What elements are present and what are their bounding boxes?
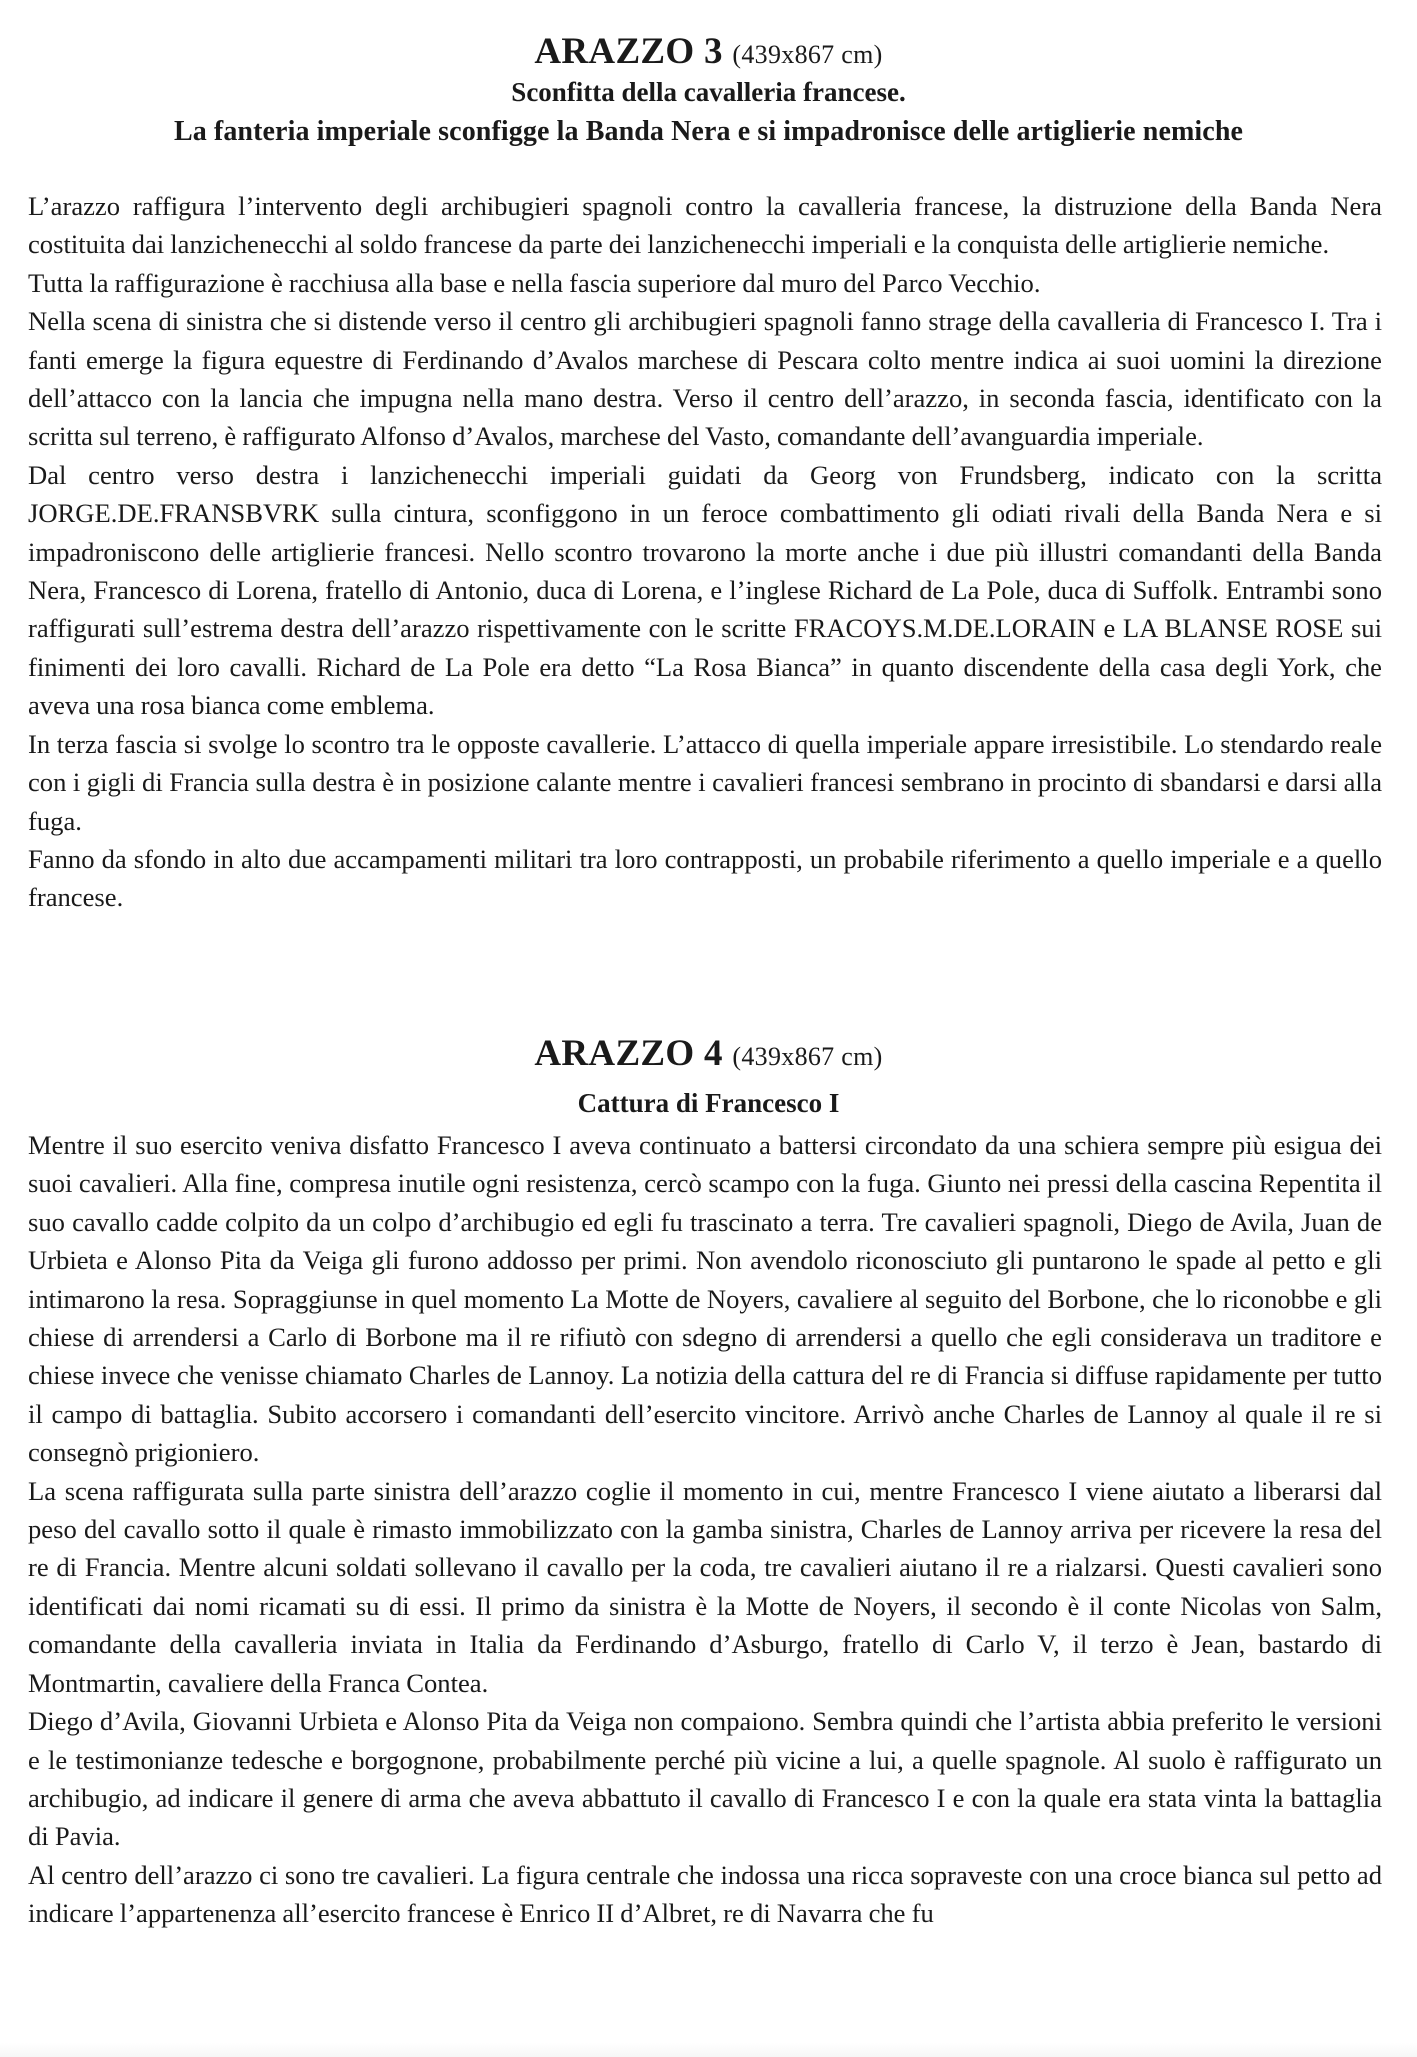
arazzo-4-subtitle: Cattura di Francesco I [577,1088,840,1118]
arazzo-4-paragraph: Mentre il suo esercito veniva disfatto Francesco I aveva continuato a battersi circondato da una schiera sempre più esigua dei suoi cavalieri. Alla fine, compresa inutile ogni resistenza, cercò scampo con la fuga. Giunto nei pressi della cascina Repentita il suo cavallo cadde colpito da un colpo d’archibugio ed egli fu trascinato a terra. Tre cavalieri spagnoli, Diego de Avila, Juan de Urbieta e Alonso Pita da Veiga gli furono addosso per primi. Non avendolo riconosciuto gli puntarono le spade al petto e gli intimarono la resa. Sopraggiunse in quel momento La Motte de Noyers, cavaliere al seguito del Borbone, che lo riconobbe e gli chiese di arrendersi a Carlo di Borbone ma il re rifiutò con sdegno di arrendersi a quello che egli considerava un traditore e chiese invece che venisse chiamato Charles de Lannoy. La notizia della cattura del re di Francia si diffuse rapidamente per tutto il campo di battaglia. Subito accorsero i comandanti dell’esercito vincitore. Arrivò anche Charles de Lannoy al quale il re si consegnò prigioniero. [28,1130,1382,1468]
arazzo-3-paragraph: Dal centro verso destra i lanzichenecchi imperiali guidati da Georg von Frundsberg, indicato con la scritta JORGE.DE.FRANSBVRK sulla cintura, sconfiggono in un feroce combattimento gli odiati rivali della Banda Nera e si impadroniscono delle artiglierie francesi. Nello scontro trovarono la morte anche i due più illustri comandanti della Banda Nera, Francesco di Lorena, fratello di Antonio, duca di Lorena, e l’inglese Richard de La Pole, duca di Suffolk. Entrambi sono raffigurati sull’estrema destra dell’arazzo rispettivamente con le scritte FRACOYS.M.DE.LORAIN e LA BLANSE ROSE sui finimenti dei loro cavalli. Richard de La Pole era detto “La Rosa Bianca” in quanto discendente della casa degli York, che aveva una rosa bianca come emblema. [28,459,1382,721]
arazzo-3-paragraph: Tutta la raffigurazione è racchiusa alla base e nella fascia superiore dal muro del Parco Vecchio. [28,267,1041,298]
arazzo-4-title-text: ARAZZO 4 [534,1033,723,1074]
arazzo-3-paragraph: In terza fascia si svolge lo scontro tra le opposte cavallerie. L’attacco di quella imperiale appare irresistibile. Lo stendardo reale con i gigli di Francia sulla destra è in posizione calante mentre i cavalieri francesi sembrano in procinto di sbandarsi e darsi alla fuga. [28,728,1382,836]
arazzo-3-paragraph: L’arazzo raffigura l’intervento degli archibugieri spagnoli contro la cavalleria francese, la distruzione della Banda Nera costituita dai lanzichenecchi al soldo francese da parte dei lanzichenecchi imperiali e la conquista delle artiglierie nemiche. [28,191,1382,260]
arazzo-3-body [28,187,1382,917]
arazzo-3-paragraph: Fanno da sfondo in alto due accampamenti militari tra loro contrapposti, un probabile riferimento a quello imperiale e a quello francese. [28,843,1382,913]
arazzo-3-dimensions: (439x867 cm) [732,40,883,69]
arazzo-4-title [0,1032,1417,1079]
scan-edge-shading [0,2043,1417,2057]
arazzo-4-paragraph: Diego d’Avila, Giovanni Urbieta e Alonso Pita da Veiga non compaiono. Sembra quindi che l’artista abbia preferito le versioni e le testimonianze tedesche e borgognone, probabilmente perché più vicine a lui, a quelle spagnole. Al suolo è raffigurato un archibugio, ad indicare il genere di arma che aveva abbattuto il cavallo di Francesco I e con la quale era stata vinta la battaglia di Pavia. [28,1706,1382,1852]
arazzo-4-body [28,1126,1382,1933]
arazzo-4-paragraph: La scena raffigurata sulla parte sinistra dell’arazzo coglie il momento in cui, mentre Francesco I viene aiutato a liberarsi dal peso del cavallo sotto il quale è rimasto immobilizzato con la gamba sinistra, Charles de Lannoy arriva per ricevere la resa del re di Francia. Mentre alcuni soldati sollevano il cavallo per la coda, tre cavalieri aiutano il re a rialzarsi. Questi cavalieri sono identificati dai nomi ricamati su di essi. Il primo da sinistra è la Motte de Noyers, il secondo è il conte Nicolas von Salm, comandante della cavalleria inviata in Italia da Ferdinando d’Asburgo, fratello di Carlo V, il terzo è Jean, bastardo di Montmartin, cavaliere della Franca Contea. [28,1475,1382,1698]
arazzo-3-subtitle: Sconfitta della cavalleria francese. [511,77,906,107]
arazzo-3-subtitle-2: La fanteria imperiale sconfigge la Banda Nera e si impadronisce delle artiglierie nemiche [173,116,1244,147]
arazzo-3-title-text: ARAZZO 3 [534,31,723,72]
arazzo-3-paragraph: Nella scena di sinistra che si distende verso il centro gli archibugieri spagnoli fanno strage della cavalleria di Francesco I. Tra i fanti emerge la figura equestre di Ferdinando d’Avalos marchese di Pescara colto mentre indica ai suoi uomini la direzione dell’attacco con la lancia che impugna nella mano destra. Verso il centro dell’arazzo, in seconda fascia, identificato con la scritta sul terreno, è raffigurato Alfonso d’Avalos, marchese del Vasto, comandante dell’avanguardia imperiale. [28,306,1382,452]
arazzo-4-dimensions: (439x867 cm) [732,1042,883,1071]
arazzo-4-paragraph: Al centro dell’arazzo ci sono tre cavalieri. La figura centrale che indossa una ricca sopraveste con una croce bianca sul petto ad indicare l’appartenenza all’esercito francese è Enrico II d’Albret, re di Navarra che fu [28,1859,1382,1929]
arazzo-3-title [0,30,1417,77]
